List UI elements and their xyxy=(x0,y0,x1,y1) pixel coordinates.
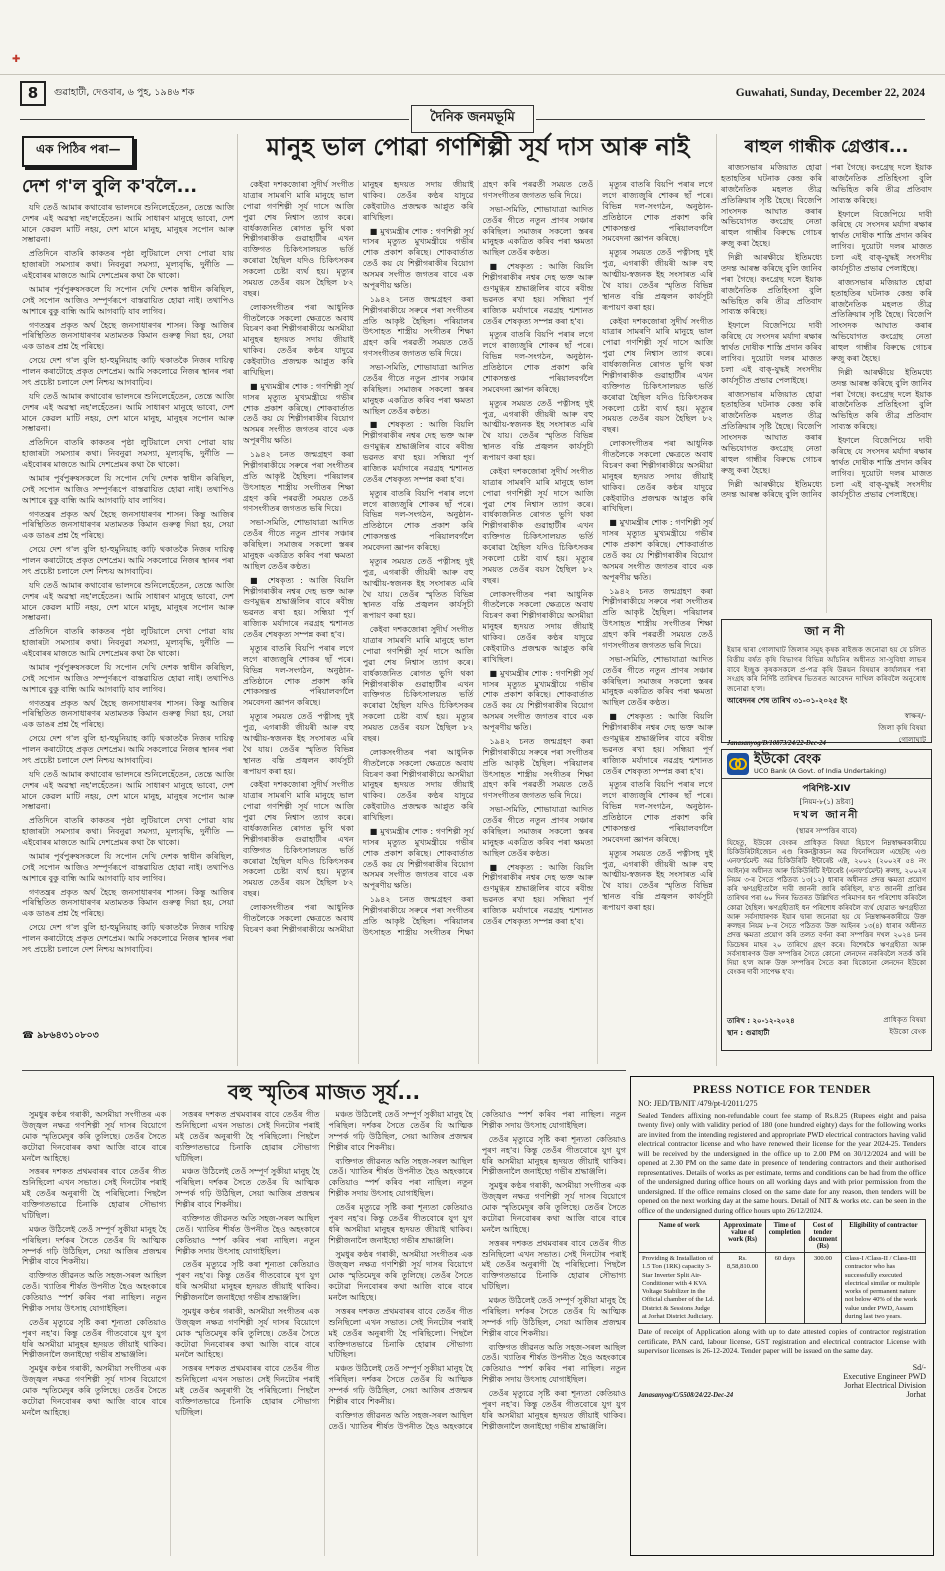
paragraph: মঞ্চত উঠিলেই তেওঁ সম্পূৰ্ণ সুকীয়া মানুহ হৈ পৰিছিল। দৰ্শকৰ সৈতে তেওঁৰ যি আত্মিক সম্পৰ্ক গঢ়ি উঠিছিল, সেয়া আজিৰ প্ৰজন্মৰ শিল্পীৰ বাবে শিকনীয়। xyxy=(328,1110,473,1152)
paragraph: প্ৰতিদিনে বাতৰি কাকতৰ পৃষ্ঠা লুটিয়ালে দেখা পোৱা যায় হাজাৰটা সমস্যাৰ কথা। নিবনুৱা সমস্যা, মূল্যবৃদ্ধি, দুৰ্নীতি — এইবোৰৰ মাজতে আমি দেশপ্ৰেমৰ কথা কৈ থাকো। xyxy=(22,438,234,470)
masthead-row xyxy=(20,107,925,131)
paragraph: মঞ্চত উঠিলেই তেওঁ সম্পূৰ্ণ সুকীয়া মানুহ হৈ পৰিছিল। দৰ্শকৰ সৈতে তেওঁৰ যি আত্মিক সম্পৰ্ক গঢ়ি উঠিছিল, সেয়া আজিৰ প্ৰজন্মৰ শিল্পীৰ বাবে শিকনীয়। xyxy=(22,1224,167,1267)
tender-outro: Date of receipt of Application along with up to date attested copies of contractor registration certificate, PAN card, labour license, GST registration and electrical contractor License with supervisor licenses is 26-12-2024. Tender paper will be issued on the same day. xyxy=(638,1327,926,1355)
signature-block xyxy=(843,1363,926,1399)
bank-name-assamese: ইউকো বেংক xyxy=(754,752,821,768)
paragraph: মৃত্যুৰ বাতৰি বিয়পি পৰাৰ লগে লগে ৰাজ্যজুৰি শোকৰ ছাঁ পৰে। বিভিন্ন দল-সংগঠন, অনুষ্ঠান-প্ৰতিষ্ঠানে শোক প্ৰকাশ কৰি শোকসন্তপ্ত পৰিয়ালবৰ্গলৈ সমবেদনা জ্ঞাপন কৰিছে। xyxy=(243,643,354,708)
paragraph: মঞ্চত উঠিলেই তেওঁ সম্পূৰ্ণ সুকীয়া মানুহ হৈ পৰিছিল। দৰ্শকৰ সৈতে তেওঁৰ যি আত্মিক সম্পৰ্ক গঢ়ি উঠিছিল, সেয়া আজিৰ প্ৰজন্মৰ শিল্পীৰ বাবে শিকনীয়। xyxy=(481,1296,626,1338)
notice-date-place xyxy=(727,1015,795,1039)
paragraph: সত্তৰৰ দশকত প্ৰথমবাৰৰ বাবে তেওঁৰ গীত শুনিছিলো এখন সভাত। সেই দিনটোৰ পৰাই মই তেওঁৰ অনুৰাগী হৈ পৰিছিলো। পিছলৈ ব্যক্তিগতভাৱে চিনাকি হোৱাৰ সৌভাগ্য ঘটিছিল। xyxy=(22,1167,167,1220)
paragraph: গণতন্ত্ৰৰ প্ৰকৃত অৰ্থ হৈছে জনসাধাৰণৰ শাসন। কিন্তু আজিৰ পৰিস্থিতিত জনসাধাৰণৰ মতামতক কিমান গুৰুত্ব দিয়া হয়, সেয়া এক ডাঙৰ প্ৰশ্ন হৈ পৰিছে। xyxy=(22,509,234,541)
paragraph: সেয়ে দেশ গ'ল বুলি হা-হুমুনিয়াহ কাঢ়ি থকাতকৈ নিজৰ দায়িত্ব পালন কৰাটোহে প্ৰকৃত দেশপ্ৰেম। আমি সকলোৱে নিজৰ স্থানৰ পৰা সৎ প্ৰচেষ্টা চলালে দেশ নিশ্চয় আগবাঢ়িব। xyxy=(22,356,234,387)
paragraph: লোকসংগীতৰ পৰা আধুনিক গীতলৈকে সকলো ক্ষেত্ৰতে অবাধ বিচৰণ কৰা শিল্পীগৰাকীয়ে অসমীয়া মানুহৰ হৃদয়ত সদায় জীয়াই থাকিব। তেওঁৰ কণ্ঠৰ যাদুৱে কেইবাটাও প্ৰজন্মক আপ্লুত কৰি ৰাখিছিল। xyxy=(362,747,474,822)
paragraph: সভা-সমিতি, শোভাযাত্ৰা আদিত তেওঁৰ গীতে নতুন প্ৰাণৰ সঞ্চাৰ কৰিছিল। সমাজৰ সকলো স্তৰৰ মানুহক একত্ৰিত কৰিব পৰা ক্ষমতা আছিল তেওঁৰ কণ্ঠত। xyxy=(243,518,354,571)
col-cost: Cost of tender document (Rs) xyxy=(804,1220,841,1253)
paragraph: সুমধুৰ কণ্ঠৰ গৰাকী, অসমীয়া সংগীতৰ এক উজ্জ্বল নক্ষত্ৰ গণশিল্পী সূৰ্য দাসৰ বিয়োগে মোক স্মৃতিমেদুৰ কৰি তুলিছে। তেওঁৰ সৈতে কটোৱা দিনবোৰৰ কথা আজি বাৰে বাৰে মনলৈ আহিছে। xyxy=(328,1249,473,1302)
tender-intro: Sealed Tenders affixing non-refundable court fee stamp of Rs.8.25 (Rupees eight and paisa twenty five) only with validity period of 180 (one hundred eighty) days for the following works are invited from the intending registered and appropriate PWD electrical contractors having valid electrical contractor license and who have renewed their license for the year 2024-25. Tenders will be received by the undersigned in the office up to 2.00 PM on 30/12/2024 and will be opened at 2.30 PM on the same date in presence of tendering contractors and their authorised representatives. Details of works as per estimate, terms and conditions can be had from the office of the undersigned during office hours on all working days and with prior permission from the undersigned. If the office remains closed on the same date for any reason, then tenders will be opened on the next working day at the same hours. Detail of NIT & works etc. can be seen in the office of the undersigned during office hours upto 26/12/2024. xyxy=(638,1111,926,1215)
section-rule xyxy=(22,1070,626,1072)
paragraph: দিল্লী আৰক্ষীয়ে ইতিমধ্যে তদন্ত আৰম্ভ কৰিছে বুলি জানিব পৰা গৈছে। কংগ্ৰেছ দলে ইয়াক ৰাজনৈতিক প্ৰতিহিংসা বুলি অভিহিত কৰি তীব্ৰ প্ৰতিবাদ সাব্যস্ত কৰিছে। xyxy=(721,163,932,500)
paragraph: Jorhat xyxy=(906,1390,926,1400)
bank-tagline: (A Govt. of India Undertaking) xyxy=(788,766,887,775)
paragraph: মৃত্যুৰ সময়ত তেওঁ পত্নীসহ দুই পুত্ৰ, এগৰাকী জীয়ৰী আৰু বহু আত্মীয়-স্বজনক ইহ সংসাৰত এৰি থৈ যায়। তেওঁৰ স্মৃতিত বিভিন্ন স্থানত বন্তি প্ৰজ্বলন কাৰ্যসূচী ৰূপায়ণ কৰা হয়। xyxy=(602,248,713,312)
paragraph: সভা-সমিতি, শোভাযাত্ৰা আদিত তেওঁৰ গীতে নতুন প্ৰাণৰ সঞ্চাৰ কৰিছিল। সমাজৰ সকলো স্তৰৰ মানুহক একত্ৰিত কৰিব পৰা ক্ষমতা আছিল তেওঁৰ কণ্ঠত। xyxy=(482,805,594,858)
masthead-title: দৈনিক জনমভূমি xyxy=(411,105,533,133)
paragraph: Sd/- xyxy=(912,1363,926,1373)
paragraph: ১৯৪২ চনত জন্মগ্ৰহণ কৰা শিল্পীগৰাকীয়ে সৰুৰে পৰা সংগীতৰ প্ৰতি আকৃষ্ট হৈছিল। পৰিয়ালৰ উৎসাহত শাস্ত্ৰীয় সংগীতৰ শিক্ষা গ্ৰহণ কৰি পৰৱৰ্তী সময়ত তেওঁ গণসংগীতৰ জগতত ভৰি দিয়ে। xyxy=(482,736,594,801)
paragraph: দখল জাননী xyxy=(793,809,860,821)
paragraph: ইফালে বিজেপিয়ে দাবী কৰিছে যে সংসদৰ মৰ্যাদা ৰক্ষাৰ স্বাৰ্থত দোষীক শাস্তি প্ৰদান কৰিব লাগিব। দুয়োটা দলৰ মাজত চলা এই বাক্-যুদ্ধই সংসদীয় কাৰ্যসূচীত প্ৰভাৱ পেলাইছে। xyxy=(721,321,822,385)
paragraph: লোকসংগীতৰ পৰা আধুনিক গীতলৈকে সকলো ক্ষেত্ৰতে অবাধ বিচৰণ কৰা শিল্পীগৰাকীয়ে অসমীয়া মানুহৰ হৃদয়ত সদায় জীয়াই থাকিব। তেওঁৰ কণ্ঠৰ যাদুৱে কেইবাটাও প্ৰজন্মক আপ্লুত কৰি ৰাখিছিল। xyxy=(482,589,594,664)
opinion-kicker: এক পিঠিৰ পৰা— xyxy=(22,136,134,167)
paragraph: Jorhat Electrical Division xyxy=(844,1381,926,1391)
paragraph: সুমধুৰ কণ্ঠৰ গৰাকী, অসমীয়া সংগীতৰ এক উজ্জ্বল নক্ষত্ৰ গণশিল্পী সূৰ্য দাসৰ বিয়োগে মোক স্মৃতিমেদুৰ কৰি তুলিছে। তেওঁৰ সৈতে কটোৱা দিনবোৰৰ কথা আজি বাৰে বাৰে মনলৈ আহিছে। xyxy=(481,1181,626,1234)
paragraph: মৃত্যুৰ সময়ত তেওঁ পত্নীসহ দুই পুত্ৰ, এগৰাকী জীয়ৰী আৰু বহু আত্মীয়-স্বজনক ইহ সংসাৰত এৰি থৈ যায়। তেওঁৰ স্মৃতিত বিভিন্ন স্থানত বন্তি প্ৰজ্বলন কাৰ্যসূচী ৰূপায়ণ কৰা হয়। xyxy=(362,556,474,621)
paragraph: কেইবা দশকজোৰা সুদীৰ্ঘ সংগীত যাত্ৰাৰ সামৰণি মাৰি মানুহে ভাল পোৱা গণশিল্পী সূৰ্য দাসে আজি পুৱা শেষ নিশ্বাস ত্যাগ কৰে। বাৰ্ধক্যজনিত ৰোগত ভুগি থকা শিল্পীগৰাকীক গুৱাহাটীৰ এখন ব্যক্তিগত চিকিৎসালয়ত ভৰ্তি কৰোৱা হৈছিল যদিও চিকিৎসকৰ সকলো চেষ্টা ব্যৰ্থ হয়। মৃত্যুৰ সময়ত তেওঁৰ বয়স হৈছিল ৮২ বছৰ। xyxy=(243,180,354,298)
paragraph: তেওঁৰ মৃত্যুৱে সৃষ্টি কৰা শূন্যতা কেতিয়াও পূৰণ নহ'ব। কিন্তু তেওঁৰ গীতবোৰে যুগ যুগ ধৰি অসমীয়া মানুহৰ হৃদয়ত জীয়াই থাকিব। শিল্পীজনালৈ জনাইছো গভীৰ শ্ৰদ্ধাঞ্জলি। xyxy=(175,1260,320,1302)
tender-header-row xyxy=(639,1220,926,1253)
table-row xyxy=(639,1253,926,1324)
paragraph: তেওঁৰ মৃত্যুৱে সৃষ্টি কৰা শূন্যতা কেতিয়াও পূৰণ নহ'ব। কিন্তু তেওঁৰ গীতবোৰে যুগ যুগ ধৰি অসমীয়া মানুহৰ হৃদয়ত জীয়াই থাকিব। শিল্পীজনালৈ জনাইছো গভীৰ শ্ৰদ্ধাঞ্জলি। xyxy=(22,1317,167,1360)
paragraph: মৃত্যুৰ বাতৰি বিয়পি পৰাৰ লগে লগে ৰাজ্যজুৰি শোকৰ ছাঁ পৰে। বিভিন্ন দল-সংগঠন, অনুষ্ঠান-প্ৰতিষ্ঠানে শোক প্ৰকাশ কৰি শোকসন্তপ্ত পৰিয়ালবৰ্গলৈ সমবেদনা জ্ঞাপন কৰিছে। xyxy=(482,330,594,394)
col-time: Time of completion xyxy=(765,1220,804,1253)
column-rule-right xyxy=(716,134,717,1066)
paragraph: ইউকো বেংক xyxy=(889,1027,926,1036)
lead-article xyxy=(243,134,713,1064)
paragraph: দিল্লী আৰক্ষীয়ে ইতিমধ্যে তদন্ত আৰম্ভ কৰিছে বুলি জানিব পৰা গৈছে। কংগ্ৰেছ দলে ইয়াক ৰাজনৈতিক প্ৰতিহিংসা বুলি অভিহিত কৰি তীব্ৰ প্ৰতিবাদ সাব্যস্ত কৰিছে। xyxy=(831,367,932,432)
bank-names xyxy=(754,753,886,775)
contact-phone: ☎ ৯৮৬৪৩১০৮০৩ xyxy=(22,1029,99,1041)
paragraph: প্ৰতিদিনে বাতৰি কাকতৰ পৃষ্ঠা লুটিয়ালে দেখা পোৱা যায় হাজাৰটা সমস্যাৰ কথা। নিবনুৱা সমস্যা, মূল্যবৃদ্ধি, দুৰ্নীতি — এইবোৰৰ মাজতে আমি দেশপ্ৰেমৰ কথা কৈ থাকো। xyxy=(22,816,234,848)
bank-name-english xyxy=(754,767,886,775)
paragraph: আমাৰ পূৰ্বপুৰুষসকলে যি সপোন দেখি দেশক স্বাধীন কৰিছিল, সেই সপোন আজিও সম্পূৰ্ণৰূপে বাস্তৱায়িত হোৱা নাই। তথাপিও আশাৰে বুকু বান্ধি আমি আগবাঢ়ি যাব লাগিব। xyxy=(22,662,234,694)
paragraph: প্ৰতিদিনে বাতৰি কাকতৰ পৃষ্ঠা লুটিয়ালে দেখা পোৱা যায় হাজাৰটা সমস্যাৰ কথা। নিবনুৱা সমস্যা, মূল্যবৃদ্ধি, দুৰ্নীতি — এইবোৰৰ মাজতে আমি দেশপ্ৰেমৰ কথা কৈ থাকো। xyxy=(22,627,234,659)
paragraph: গোলাঘাট xyxy=(898,734,926,744)
public-notice-deadline: আবেদনৰ শেষ তাৰিখ ৩১-০১-২০২৫ ইং xyxy=(727,695,848,705)
paragraph: কেইবা দশকজোৰা সুদীৰ্ঘ সংগীত যাত্ৰাৰ সামৰণি মাৰি মানুহে ভাল পোৱা গণশিল্পী সূৰ্য দাসে আজি পুৱা শেষ নিশ্বাস ত্যাগ কৰে। বাৰ্ধক্যজনিত ৰোগত ভুগি থকা শিল্পীগৰাকীক গুৱাহাটীৰ এখন ব্যক্তিগত চিকিৎসালয়ত ভৰ্তি কৰোৱা হৈছিল যদিও চিকিৎসকৰ সকলো চেষ্টা ব্যৰ্থ হয়। মৃত্যুৰ সময়ত তেওঁৰ বয়স হৈছিল ৮২ বছৰ। xyxy=(602,316,713,435)
right-body xyxy=(721,163,932,613)
right-region xyxy=(721,134,932,1051)
paragraph: প্ৰাধিকৃত বিষয়া xyxy=(883,1015,926,1024)
right-headline: ৰাহুল গান্ধীক গ্ৰেপ্তাৰ... xyxy=(744,137,909,157)
paragraph: ব্যক্তিগত জীৱনত অতি সহজ-সৰল আছিল তেওঁ। খ্যাতিৰ শীৰ্ষত উপনীত হৈও অহংকাৰে কেতিয়াও স্পৰ্শ কৰিব পৰা নাছিল। নতুন শিল্পীক সদায় উৎসাহ যোগাইছিল। xyxy=(175,1213,320,1256)
paragraph: তেওঁৰ মৃত্যুৱে সৃষ্টি কৰা শূন্যতা কেতিয়াও পূৰণ নহ'ব। কিন্তু তেওঁৰ গীতবোৰে যুগ যুগ ধৰি অসমীয়া মানুহৰ হৃদয়ত জীয়াই থাকিব। শিল্পীজনালৈ জনাইছো গভীৰ শ্ৰদ্ধাঞ্জলি। xyxy=(481,1389,626,1431)
opinion-headline: দেশ গ'ল বুলি ক'বলৈ... xyxy=(22,176,198,197)
paragraph: ৰাজ্যসভাৰ মজিয়াত হোৱা হতাহতিৰ ঘটনাক কেন্দ্ৰ কৰি ৰাজনৈতিক মহলত তীব্ৰ প্ৰতিক্ৰিয়াৰ সৃষ্টি হৈছে। বিজেপি সাংসদক আঘাত কৰাৰ অভিযোগত কংগ্ৰেছ নেতা ৰাহুল গান্ধীৰ বিৰুদ্ধে গোচৰ ৰুজু কৰা হৈছে। xyxy=(721,389,822,475)
paragraph: মৃত্যুৰ সময়ত তেওঁ পত্নীসহ দুই পুত্ৰ, এগৰাকী জীয়ৰী আৰু বহু আত্মীয়-স্বজনক ইহ সংসাৰত এৰি থৈ যায়। তেওঁৰ স্মৃতিত বিভিন্ন স্থানত বন্তি প্ৰজ্বলন কাৰ্যসূচী ৰূপায়ণ কৰা হয়। xyxy=(243,712,354,776)
bank-possession-notice xyxy=(721,749,932,1051)
paragraph: ■ মুখ্যমন্ত্ৰীৰ শোক : গণশিল্পী সূৰ্য দাসৰ মৃত্যুত মুখ্যমন্ত্ৰীয়ে গভীৰ শোক প্ৰকাশ কৰিছে। শোকবাৰ্তাত তেওঁ কয় যে শিল্পীগৰাকীৰ বিয়োগ অসমৰ সংগীত জগতৰ বাবে এক অপূৰণীয় ক্ষতি। xyxy=(482,668,594,732)
lead-body xyxy=(243,180,713,1064)
paragraph: ■ মুখ্যমন্ত্ৰীৰ শোক : গণশিল্পী সূৰ্য দাসৰ মৃত্যুত মুখ্যমন্ত্ৰীয়ে গভীৰ শোক প্ৰকাশ কৰিছে। শোকবাৰ্তাত তেওঁ কয় যে শিল্পীগৰাকীৰ বিয়োগ অসমৰ সংগীত জগতৰ বাবে এক অপূৰণীয় ক্ষতি। xyxy=(602,518,713,582)
paragraph: তেওঁৰ মৃত্যুৱে সৃষ্টি কৰা শূন্যতা কেতিয়াও পূৰণ নহ'ব। কিন্তু তেওঁৰ গীতবোৰে যুগ যুগ ধৰি অসমীয়া মানুহৰ হৃদয়ত জীয়াই থাকিব। শিল্পীজনালৈ জনাইছো গভীৰ শ্ৰদ্ধাঞ্জলি। xyxy=(328,1203,473,1245)
paragraph: মঞ্চত উঠিলেই তেওঁ সম্পূৰ্ণ সুকীয়া মানুহ হৈ পৰিছিল। দৰ্শকৰ সৈতে তেওঁৰ যি আত্মিক সম্পৰ্ক গঢ়ি উঠিছিল, সেয়া আজিৰ প্ৰজন্মৰ শিল্পীৰ বাবে শিকনীয়। xyxy=(175,1167,320,1209)
paragraph: ১৯৪২ চনত জন্মগ্ৰহণ কৰা শিল্পীগৰাকীয়ে সৰুৰে পৰা সংগীতৰ প্ৰতি আকৃষ্ট হৈছিল। পৰিয়ালৰ উৎসাহত শাস্ত্ৰীয় সংগীতৰ শিক্ষা গ্ৰহণ কৰি পৰৱৰ্তী সময়ত তেওঁ গণসংগীতৰ জগতত ভৰি দিয়ে। xyxy=(243,450,354,514)
paragraph: দিল্লী আৰক্ষীয়ে ইতিমধ্যে তদন্ত আৰম্ভ কৰিছে বুলি জানিব পৰা গৈছে। কংগ্ৰেছ দলে ইয়াক ৰাজনৈতিক প্ৰতিহিংসা বুলি অভিহিত কৰি তীব্ৰ প্ৰতিবাদ সাব্যস্ত কৰিছে। xyxy=(721,253,822,317)
paragraph: ১৯৪২ চনত জন্মগ্ৰহণ কৰা শিল্পীগৰাকীয়ে সৰুৰে পৰা সংগীতৰ প্ৰতি আকৃষ্ট হৈছিল। পৰিয়ালৰ উৎসাহত শাস্ত্ৰীয় সংগীতৰ শিক্ষা গ্ৰহণ কৰি পৰৱৰ্তী সময়ত তেওঁ গণসংগীতৰ জগতত ভৰি দিয়ে। xyxy=(362,180,594,937)
paragraph: ব্যক্তিগত জীৱনত অতি সহজ-সৰল আছিল তেওঁ। খ্যাতিৰ শীৰ্ষত উপনীত হৈও অহংকাৰে কেতিয়াও স্পৰ্শ কৰিব পৰা নাছিল। নতুন শিল্পীক সদায় উৎসাহ যোগাইছিল। xyxy=(328,1110,626,1431)
paragraph: ■ মুখ্যমন্ত্ৰীৰ শোক : গণশিল্পী সূৰ্য দাসৰ মৃত্যুত মুখ্যমন্ত্ৰীয়ে গভীৰ শোক প্ৰকাশ কৰিছে। শোকবাৰ্তাত তেওঁ কয় যে শিল্পীগৰাকীৰ বিয়োগ অসমৰ সংগীত জগতৰ বাবে এক অপূৰণীয় ক্ষতি। xyxy=(362,226,474,290)
notice-body: যিহেতু, ইউকো বেংকৰ প্ৰাধিকৃত বিষয়া হিচাপে নিম্নস্বাক্ষৰকাৰীয়ে চিকিউৰিটাইজেচন এণ্ড ৰিকনষ্ট্ৰাকচন অৱ ফিনেন্সিয়েল এছেটছ এণ্ড এনফ'ৰ্চমেন্ট অৱ চিকিউৰিটি ইন্টাৰেষ্ট এক্ট, ২০০২ (২০০২ৰ ৫৪ নং আইন)ৰ অধীনত আৰু চিকিউৰিটি ইন্টাৰেষ্ট (এনফ'ৰ্চমেন্ট) ৰুলছ, ২০০২ৰ নিয়ম ৩-ৰ সৈতে পঠিতব্য ১৩(১২) ধাৰাৰ অধীনত প্ৰদত্ত ক্ষমতা প্ৰয়োগ কৰি ঋণগ্ৰহীতালৈ দাবী জাননী জাৰি কৰিছিল, য'ত জাননী প্ৰাপ্তিৰ তাৰিখৰ পৰা ৬০ দিনৰ ভিতৰত উল্লিখিত পৰিমাণৰ ধন পৰিশোধ কৰিবলৈ কোৱা হৈছিল। ঋণগ্ৰহীতাই ধন পৰিশোধ কৰিবলৈ ব্যৰ্থ হোৱাত ঋণগ্ৰহীতা আৰু সৰ্বসাধাৰণক ইয়াৰ দ্বাৰা জনোৱা হয় যে নিম্নস্বাক্ষৰকাৰীয়ে উক্ত ৰুলছৰ নিয়ম ৮-ৰ সৈতে পঠিতব্য উক্ত আইনৰ ১৩(৪) ধাৰাৰ অধীনত প্ৰদত্ত ক্ষমতা প্ৰয়োগ কৰি তলত বৰ্ণনা কৰা সম্পত্তিৰ দখল ২০২৪ চনৰ ডিচেম্বৰ মাহৰ ২০ তাৰিখে গ্ৰহণ কৰে। বিশেষকৈ ঋণগ্ৰহীতা আৰু সৰ্বসাধাৰণক উক্ত সম্পত্তিৰ সৈতে কোনো লেনদেন নকৰিবলৈ সতৰ্ক কৰি দিয়া হ'ল আৰু উক্ত সম্পত্তিৰ সৈতে কৰা যিকোনো লেনদেন ইউকো বেংকৰ দাবী সাপেক্ষ হ'ব। xyxy=(727,839,926,977)
paragraph: ■ শেষকৃত্য : আজি বিয়লি শিল্পীগৰাকীৰ নশ্বৰ দেহ ভক্ত আৰু গুণমুগ্ধৰ শ্ৰদ্ধাঞ্জলিৰ বাবে ৰবীন্দ্ৰ ভৱনত ৰখা হয়। সন্ধিয়া পূৰ্ণ ৰাজ্যিক মৰ্যাদাৰে নৱগ্ৰহ শ্মশানত তেওঁৰ শেষকৃত্য সম্পন্ন কৰা হ'ব। xyxy=(482,862,594,926)
paragraph: সত্তৰৰ দশকত প্ৰথমবাৰৰ বাবে তেওঁৰ গীত শুনিছিলো এখন সভাত। সেই দিনটোৰ পৰাই মই তেওঁৰ অনুৰাগী হৈ পৰিছিলো। পিছলৈ ব্যক্তিগতভাৱে চিনাকি হোৱাৰ সৌভাগ্য ঘটিছিল। xyxy=(328,1306,473,1360)
column-rule-left xyxy=(237,134,238,1066)
paragraph: ■ শেষকৃত্য : আজি বিয়লি শিল্পীগৰাকীৰ নশ্বৰ দেহ ভক্ত আৰু গুণমুগ্ধৰ শ্ৰদ্ধাঞ্জলিৰ বাবে ৰবীন্দ্ৰ ভৱনত ৰখা হয়। সন্ধিয়া পূৰ্ণ ৰাজ্যিক মৰ্যাদাৰে নৱগ্ৰহ শ্মশানত তেওঁৰ শেষকৃত্য সম্পন্ন কৰা হ'ব। xyxy=(243,575,354,639)
notice-titles xyxy=(722,779,931,837)
paragraph: সত্তৰৰ দশকত প্ৰথমবাৰৰ বাবে তেওঁৰ গীত শুনিছিলো এখন সভাত। সেই দিনটোৰ পৰাই মই তেওঁৰ অনুৰাগী হৈ পৰিছিলো। পিছলৈ ব্যক্তিগতভাৱে চিনাকি হোৱাৰ সৌভাগ্য ঘটিছিল। xyxy=(175,1110,320,1163)
col-name-of-work: Name of work xyxy=(639,1220,720,1253)
paragraph: (স্থাৱৰ সম্পত্তিৰ বাবে) xyxy=(796,827,857,835)
paragraph: স্বাক্ষৰ/- xyxy=(904,710,926,720)
paragraph: Executive Engineer PWD xyxy=(843,1372,926,1382)
paragraph: সেয়ে দেশ গ'ল বুলি হা-হুমুনিয়াহ কাঢ়ি থকাতকৈ নিজৰ দায়িত্ব পালন কৰাটোহে প্ৰকৃত দেশপ্ৰেম। আমি সকলোৱে নিজৰ স্থানৰ পৰা সৎ প্ৰচেষ্টা চলালে দেশ নিশ্চয় আগবাঢ়িব। xyxy=(22,545,234,576)
paragraph: গণতন্ত্ৰৰ প্ৰকৃত অৰ্থ হৈছে জনসাধাৰণৰ শাসন। কিন্তু আজিৰ পৰিস্থিতিত জনসাধাৰণৰ মতামতক কিমান গুৰুত্ব দিয়া হয়, সেয়া এক ডাঙৰ প্ৰশ্ন হৈ পৰিছে। xyxy=(22,320,234,352)
paragraph: লোকসংগীতৰ পৰা আধুনিক গীতলৈকে সকলো ক্ষেত্ৰতে অবাধ বিচৰণ কৰা শিল্পীগৰাকীয়ে অসমীয়া মানুহৰ হৃদয়ত সদায় জীয়াই থাকিব। তেওঁৰ কণ্ঠৰ যাদুৱে কেইবাটাও প্ৰজন্মক আপ্লুত কৰি ৰাখিছিল। xyxy=(243,180,474,934)
paragraph: ৰাজ্যসভাৰ মজিয়াত হোৱা হতাহতিৰ ঘটনাক কেন্দ্ৰ কৰি ৰাজনৈতিক মহলত তীব্ৰ প্ৰতিক্ৰিয়াৰ সৃষ্টি হৈছে। বিজেপি সাংসদক আঘাত কৰাৰ অভিযোগত কংগ্ৰেছ নেতা ৰাহুল গান্ধীৰ বিৰুদ্ধে গোচৰ ৰুজু কৰা হৈছে। xyxy=(721,163,822,249)
paragraph: ইফালে বিজেপিয়ে দাবী কৰিছে যে সংসদৰ মৰ্যাদা ৰক্ষাৰ স্বাৰ্থত দোষীক শাস্তি প্ৰদান কৰিব লাগিব। দুয়োটা দলৰ মাজত চলা এই বাক্-যুদ্ধই সংসদীয় কাৰ্যসূচীত প্ৰভাৱ পেলাইছে। xyxy=(831,436,932,500)
paragraph: ইফালে বিজেপিয়ে দাবী কৰিছে যে সংসদৰ মৰ্যাদা ৰক্ষাৰ স্বাৰ্থত দোষীক শাস্তি প্ৰদান কৰিব লাগিব। দুয়োটা দলৰ মাজত চলা এই বাক্-যুদ্ধই সংসদীয় কাৰ্যসূচীত প্ৰভাৱ পেলাইছে। xyxy=(831,209,932,273)
paragraph: সুমধুৰ কণ্ঠৰ গৰাকী, অসমীয়া সংগীতৰ এক উজ্জ্বল নক্ষত্ৰ গণশিল্পী সূৰ্য দাসৰ বিয়োগে মোক স্মৃতিমেদুৰ কৰি তুলিছে। তেওঁৰ সৈতে কটোৱা দিনবোৰৰ কথা আজি বাৰে বাৰে মনলৈ আহিছে। xyxy=(175,1306,320,1360)
bank-header xyxy=(722,750,931,779)
paragraph: সভা-সমিতি, শোভাযাত্ৰা আদিত তেওঁৰ গীতে নতুন প্ৰাণৰ সঞ্চাৰ কৰিছিল। সমাজৰ সকলো স্তৰৰ মানুহক একত্ৰিত কৰিব পৰা ক্ষমতা আছিল তেওঁৰ কণ্ঠত। xyxy=(602,654,713,708)
opinion-body xyxy=(22,203,234,1027)
paragraph: ১৯৪২ চনত জন্মগ্ৰহণ কৰা শিল্পীগৰাকীয়ে সৰুৰে পৰা সংগীতৰ প্ৰতি আকৃষ্ট হৈছিল। পৰিয়ালৰ উৎসাহত শাস্ত্ৰীয় সংগীতৰ শিক্ষা গ্ৰহণ কৰি পৰৱৰ্তী সময়ত তেওঁ গণসংগীতৰ জগতত ভৰি দিয়ে। xyxy=(602,586,713,650)
paragraph: সভা-সমিতি, শোভাযাত্ৰা আদিত তেওঁৰ গীতে নতুন প্ৰাণৰ সঞ্চাৰ কৰিছিল। সমাজৰ সকলো স্তৰৰ মানুহক একত্ৰিত কৰিব পৰা ক্ষমতা আছিল তেওঁৰ কণ্ঠত। xyxy=(482,204,594,258)
date-assamese: গুৱাহাটী, দেওবাৰ, ৬ পুহ, ১৯৪৬ শক xyxy=(54,86,195,98)
top-rule xyxy=(0,74,945,75)
notice-footer xyxy=(722,1015,931,1042)
public-notice-box xyxy=(721,619,932,747)
memory-article xyxy=(22,1078,626,1556)
masthead-rule-left xyxy=(20,119,409,120)
page-header xyxy=(20,80,925,106)
paragraph: সুমধুৰ কণ্ঠৰ গৰাকী, অসমীয়া সংগীতৰ এক উজ্জ্বল নক্ষত্ৰ গণশিল্পী সূৰ্য দাসৰ বিয়োগে মোক স্মৃতিমেদুৰ কৰি তুলিছে। তেওঁৰ সৈতে কটোৱা দিনবোৰৰ কথা আজি বাৰে বাৰে মনলৈ আহিছে। xyxy=(22,1110,167,1163)
public-notice-body: ইয়াৰ দ্বাৰা গোলাঘাট জিলাৰ সমূহ কৃষক ৰাইজক জনোৱা হয় যে চলিত বিত্তীয় বৰ্ষত কৃষি বিভাগৰ বিভিন্ন আঁচনিৰ অধীনত সা-সুবিধা লাভৰ বাবে ইচ্ছুক কৃষকসকলে প্ৰ-পত্ৰ কৃষি উন্নয়ন বিষয়াৰ কাৰ্যালয়ৰ পৰা সংগ্ৰহ কৰি নিৰ্দিষ্ট তাৰিখৰ ভিতৰত আবেদন দাখিল কৰিবলৈ অনুৰোধ জনোৱা হ'ল। xyxy=(727,645,926,694)
tender-table-head xyxy=(639,1220,926,1253)
paragraph: সত্তৰৰ দশকত প্ৰথমবাৰৰ বাবে তেওঁৰ গীত শুনিছিলো এখন সভাত। সেই দিনটোৰ পৰাই মই তেওঁৰ অনুৰাগী হৈ পৰিছিলো। পিছলৈ ব্যক্তিগতভাৱে চিনাকি হোৱাৰ সৌভাগ্য ঘটিছিল। xyxy=(175,1364,320,1417)
public-notice-footer xyxy=(727,711,926,747)
paragraph: ■ মুখ্যমন্ত্ৰীৰ শোক : গণশিল্পী সূৰ্য দাসৰ মৃত্যুত মুখ্যমন্ত্ৰীয়ে গভীৰ শোক প্ৰকাশ কৰিছে। শোকবাৰ্তাত তেওঁ কয় যে শিল্পীগৰাকীৰ বিয়োগ অসমৰ সংগীত জগতৰ বাবে এক অপূৰণীয় ক্ষতি। xyxy=(362,826,474,891)
paragraph: লোকসংগীতৰ পৰা আধুনিক গীতলৈকে সকলো ক্ষেত্ৰতে অবাধ বিচৰণ কৰা শিল্পীগৰাকীয়ে অসমীয়া মানুহৰ হৃদয়ত সদায় জীয়াই থাকিব। তেওঁৰ কণ্ঠৰ যাদুৱে কেইবাটাও প্ৰজন্মক আপ্লুত কৰি ৰাখিছিল। xyxy=(243,302,354,377)
paragraph: কেইবা দশকজোৰা সুদীৰ্ঘ সংগীত যাত্ৰাৰ সামৰণি মাৰি মানুহে ভাল পোৱা গণশিল্পী সূৰ্য দাসে আজি পুৱা শেষ নিশ্বাস ত্যাগ কৰে। বাৰ্ধক্যজনিত ৰোগত ভুগি থকা শিল্পীগৰাকীক গুৱাহাটীৰ এখন ব্যক্তিগত চিকিৎসালয়ত ভৰ্তি কৰোৱা হৈছিল যদিও চিকিৎসকৰ সকলো চেষ্টা ব্যৰ্থ হয়। মৃত্যুৰ সময়ত তেওঁৰ বয়স হৈছিল ৮২ বছৰ। xyxy=(243,780,354,899)
paragraph: পৰিশিষ্ট-XIV xyxy=(802,784,851,794)
notice-date: তাৰিখ : ২০-১২-২০২৪ xyxy=(727,1017,795,1025)
paragraph: আমাৰ পূৰ্বপুৰুষসকলে যি সপোন দেখি দেশক স্বাধীন কৰিছিল, সেই সপোন আজিও সম্পূৰ্ণৰূপে বাস্তৱায়িত হোৱা নাই। তথাপিও আশাৰে বুকু বান্ধি আমি আগবাঢ়ি যাব লাগিব। xyxy=(22,851,234,883)
memory-body xyxy=(22,1110,626,1556)
paragraph: কেইবা দশকজোৰা সুদীৰ্ঘ সংগীত যাত্ৰাৰ সামৰণি মাৰি মানুহে ভাল পোৱা গণশিল্পী সূৰ্য দাসে আজি পুৱা শেষ নিশ্বাস ত্যাগ কৰে। বাৰ্ধক্যজনিত ৰোগত ভুগি থকা শিল্পীগৰাকীক গুৱাহাটীৰ এখন ব্যক্তিগত চিকিৎসালয়ত ভৰ্তি কৰোৱা হৈছিল যদিও চিকিৎসকৰ সকলো চেষ্টা ব্যৰ্থ হয়। মৃত্যুৰ সময়ত তেওঁৰ বয়স হৈছিল ৮২ বছৰ। xyxy=(482,466,594,585)
bank-name-en-text: UCO Bank xyxy=(754,766,787,775)
memory-headline: বহু স্মৃতিৰ মাজত সূৰ্য... xyxy=(227,1080,421,1104)
paragraph: ব্যক্তিগত জীৱনত অতি সহজ-সৰল আছিল তেওঁ। খ্যাতিৰ শীৰ্ষত উপনীত হৈও অহংকাৰে কেতিয়াও স্পৰ্শ কৰিব পৰা নাছিল। নতুন শিল্পীক সদায় উৎসাহ যোগাইছিল। xyxy=(481,1342,626,1385)
paragraph: সুমধুৰ কণ্ঠৰ গৰাকী, অসমীয়া সংগীতৰ এক উজ্জ্বল নক্ষত্ৰ গণশিল্পী সূৰ্য দাসৰ বিয়োগে মোক স্মৃতিমেদুৰ কৰি তুলিছে। তেওঁৰ সৈতে কটোৱা দিনবোৰৰ কথা আজি বাৰে বাৰে মনলৈ আহিছে। xyxy=(22,1364,167,1417)
paragraph: মঞ্চত উঠিলেই তেওঁ সম্পূৰ্ণ সুকীয়া মানুহ হৈ পৰিছিল। দৰ্শকৰ সৈতে তেওঁৰ যি আত্মিক সম্পৰ্ক গঢ়ি উঠিছিল, সেয়া আজিৰ প্ৰজন্মৰ শিল্পীৰ বাবে শিকনীয়। xyxy=(328,1364,473,1406)
paragraph: সত্তৰৰ দশকত প্ৰথমবাৰৰ বাবে তেওঁৰ গীত শুনিছিলো এখন সভাত। সেই দিনটোৰ পৰাই মই তেওঁৰ অনুৰাগী হৈ পৰিছিলো। পিছলৈ ব্যক্তিগতভাৱে চিনাকি হোৱাৰ সৌভাগ্য ঘটিছিল। xyxy=(481,1238,626,1292)
paragraph: গণতন্ত্ৰৰ প্ৰকৃত অৰ্থ হৈছে জনসাধাৰণৰ শাসন। কিন্তু আজিৰ পৰিস্থিতিত জনসাধাৰণৰ মতামতক কিমান গুৰুত্ব দিয়া হয়, সেয়া এক ডাঙৰ প্ৰশ্ন হৈ পৰিছে। xyxy=(22,698,234,730)
page-number: 8 xyxy=(20,81,46,106)
paragraph: মৃত্যুৰ বাতৰি বিয়পি পৰাৰ লগে লগে ৰাজ্যজুৰি শোকৰ ছাঁ পৰে। বিভিন্ন দল-সংগঠন, অনুষ্ঠান-প্ৰতিষ্ঠানে শোক প্ৰকাশ কৰি শোকসন্তপ্ত পৰিয়ালবৰ্গলৈ সমবেদনা জ্ঞাপন কৰিছে। xyxy=(602,180,713,244)
paragraph: ৰাজ্যসভাৰ মজিয়াত হোৱা হতাহতিৰ ঘটনাক কেন্দ্ৰ কৰি ৰাজনৈতিক মহলত তীব্ৰ প্ৰতিক্ৰিয়াৰ সৃষ্টি হৈছে। বিজেপি সাংসদক আঘাত কৰাৰ অভিযোগত কংগ্ৰেছ নেতা ৰাহুল গান্ধীৰ বিৰুদ্ধে গোচৰ ৰুজু কৰা হৈছে। xyxy=(831,277,932,363)
paragraph: যদি তেওঁ আমাৰ কথাবোৰ ভালদৰে শুনিলেহেঁতেন, তেন্তে আজি দেশৰ এই অৱস্থা নহ'লহেঁতেন। আমি সাধাৰণ মানুহে ভাবো, দেশ মানে কেৱল মাটি নহয়, দেশ মানে মানুহ, মানুহৰ সপোন আৰু সম্ভাৱনা। xyxy=(22,202,234,245)
signature-block xyxy=(878,711,926,747)
paragraph: মৃত্যুৰ সময়ত তেওঁ পত্নীসহ দুই পুত্ৰ, এগৰাকী জীয়ৰী আৰু বহু আত্মীয়-স্বজনক ইহ সংসাৰত এৰি থৈ যায়। তেওঁৰ স্মৃতিত বিভিন্ন স্থানত বন্তি প্ৰজ্বলন কাৰ্যসূচী ৰূপায়ণ কৰা হয়। xyxy=(602,848,713,912)
cell-cost: 300.00 xyxy=(804,1253,841,1324)
opinion-article xyxy=(22,136,234,1064)
paragraph: যদি তেওঁ আমাৰ কথাবোৰ ভালদৰে শুনিলেহেঁতেন, তেন্তে আজি দেশৰ এই অৱস্থা নহ'লহেঁতেন। আমি সাধাৰণ মানুহে ভাবো, দেশ মানে কেৱল মাটি নহয়, দেশ মানে মানুহ, মানুহৰ সপোন আৰু সম্ভাৱনা। xyxy=(22,769,234,812)
notice-place: স্থান : গুৱাহাটী xyxy=(727,1029,770,1037)
janasanyog-reference: Janasanyog/C/5508/24/22-Dec-24 xyxy=(638,1392,734,1400)
paragraph: প্ৰতিদিনে বাতৰি কাকতৰ পৃষ্ঠা লুটিয়ালে দেখা পোৱা যায় হাজাৰটা সমস্যাৰ কথা। নিবনুৱা সমস্যা, মূল্যবৃদ্ধি, দুৰ্নীতি — এইবোৰৰ মাজতে আমি দেশপ্ৰেমৰ কথা কৈ থাকো। xyxy=(22,249,234,281)
public-notice-title: জাননী xyxy=(804,624,849,638)
paragraph: যদি তেওঁ আমাৰ কথাবোৰ ভালদৰে শুনিলেহেঁতেন, তেন্তে আজি দেশৰ এই অৱস্থা নহ'লহেঁতেন। আমি সাধাৰণ মানুহে ভাবো, দেশ মানে কেৱল মাটি নহয়, দেশ মানে মানুহ, মানুহৰ সপোন আৰু সম্ভাৱনা। xyxy=(22,580,234,623)
date-english: Guwahati, Sunday, December 22, 2024 xyxy=(735,87,925,99)
paragraph: গণতন্ত্ৰৰ প্ৰকৃত অৰ্থ হৈছে জনসাধাৰণৰ শাসন। কিন্তু আজিৰ পৰিস্থিতিত জনসাধাৰণৰ মতামতক কিমান গুৰুত্ব দিয়া হয়, সেয়া এক ডাঙৰ প্ৰশ্ন হৈ পৰিছে। xyxy=(22,887,234,919)
tender-notice-box xyxy=(630,1076,934,1556)
cell-time: 60 days xyxy=(765,1253,804,1324)
col-eligibility: Eligibility of contractor xyxy=(841,1220,925,1253)
tender-footer xyxy=(638,1363,926,1399)
signature-block xyxy=(883,1015,926,1039)
paragraph: সভা-সমিতি, শোভাযাত্ৰা আদিত তেওঁৰ গীতে নতুন প্ৰাণৰ সঞ্চাৰ কৰিছিল। সমাজৰ সকলো স্তৰৰ মানুহক একত্ৰিত কৰিব পৰা ক্ষমতা আছিল তেওঁৰ কণ্ঠত। xyxy=(362,363,474,416)
masthead-rule-right xyxy=(536,119,925,120)
paragraph: ■ শেষকৃত্য : আজি বিয়লি শিল্পীগৰাকীৰ নশ্বৰ দেহ ভক্ত আৰু গুণমুগ্ধৰ শ্ৰদ্ধাঞ্জলিৰ বাবে ৰবীন্দ্ৰ ভৱনত ৰখা হয়। সন্ধিয়া পূৰ্ণ ৰাজ্যিক মৰ্যাদাৰে নৱগ্ৰহ শ্মশানত তেওঁৰ শেষকৃত্য সম্পন্ন কৰা হ'ব। xyxy=(362,420,474,484)
press-registration-mark: ✚ xyxy=(12,54,21,65)
paragraph: যদি তেওঁ আমাৰ কথাবোৰ ভালদৰে শুনিলেহেঁতেন, তেন্তে আজি দেশৰ এই অৱস্থা নহ'লহেঁতেন। আমি সাধাৰণ মানুহে ভাবো, দেশ মানে কেৱল মাটি নহয়, দেশ মানে মানুহ, মানুহৰ সপোন আৰু সম্ভাৱনা। xyxy=(22,391,234,434)
paragraph: ■ শেষকৃত্য : আজি বিয়লি শিল্পীগৰাকীৰ নশ্বৰ দেহ ভক্ত আৰু গুণমুগ্ধৰ শ্ৰদ্ধাঞ্জলিৰ বাবে ৰবীন্দ্ৰ ভৱনত ৰখা হয়। সন্ধিয়া পূৰ্ণ ৰাজ্যিক মৰ্যাদাৰে নৱগ্ৰহ শ্মশানত তেওঁৰ শেষকৃত্য সম্পন্ন কৰা হ'ব। xyxy=(482,262,594,326)
col-approx-value: Approximate value of work (Rs) xyxy=(720,1220,765,1253)
tender-reference: NO: JED/TB/NIT /479/pt-I/2011/275 xyxy=(638,1099,758,1108)
paragraph: ১৯৪২ চনত জন্মগ্ৰহণ কৰা শিল্পীগৰাকীয়ে সৰুৰে পৰা সংগীতৰ প্ৰতি আকৃষ্ট হৈছিল। পৰিয়ালৰ উৎসাহত শাস্ত্ৰীয় সংগীতৰ শিক্ষা গ্ৰহণ কৰি পৰৱৰ্তী সময়ত তেওঁ গণসংগীতৰ জগতত ভৰি দিয়ে। xyxy=(362,294,474,359)
paragraph: কেইবা দশকজোৰা সুদীৰ্ঘ সংগীত যাত্ৰাৰ সামৰণি মাৰি মানুহে ভাল পোৱা গণশিল্পী সূৰ্য দাসে আজি পুৱা শেষ নিশ্বাস ত্যাগ কৰে। বাৰ্ধক্যজনিত ৰোগত ভুগি থকা শিল্পীগৰাকীক গুৱাহাটীৰ এখন ব্যক্তিগত চিকিৎসালয়ত ভৰ্তি কৰোৱা হৈছিল যদিও চিকিৎসকৰ সকলো চেষ্টা ব্যৰ্থ হয়। মৃত্যুৰ সময়ত তেওঁৰ বয়স হৈছিল ৮২ বছৰ। xyxy=(362,625,474,743)
tender-table-body xyxy=(639,1253,926,1324)
janasanyog-reference: Janasanyog/D/10873/24/22-Dec-24 xyxy=(727,739,826,747)
cell-eligibility: Class-I /Class-II / Class-III contractor who has successfully executed electrical similar or multiple works of permanent nature not below 40% of the work value under PWD, Assam during last two years. xyxy=(841,1253,925,1324)
paragraph: সেয়ে দেশ গ'ল বুলি হা-হুমুনিয়াহ কাঢ়ি থকাতকৈ নিজৰ দায়িত্ব পালন কৰাটোহে প্ৰকৃত দেশপ্ৰেম। আমি সকলোৱে নিজৰ স্থানৰ পৰা সৎ প্ৰচেষ্টা চলালে দেশ নিশ্চয় আগবাঢ়িব। xyxy=(22,734,234,765)
paragraph: আমাৰ পূৰ্বপুৰুষসকলে যি সপোন দেখি দেশক স্বাধীন কৰিছিল, সেই সপোন আজিও সম্পূৰ্ণৰূপে বাস্তৱায়িত হোৱা নাই। তথাপিও আশাৰে বুকু বান্ধি আমি আগবাঢ়ি যাব লাগিব। xyxy=(22,473,234,505)
paragraph: তেওঁৰ মৃত্যুৱে সৃষ্টি কৰা শূন্যতা কেতিয়াও পূৰণ নহ'ব। কিন্তু তেওঁৰ গীতবোৰে যুগ যুগ ধৰি অসমীয়া মানুহৰ হৃদয়ত জীয়াই থাকিব। শিল্পীজনালৈ জনাইছো গভীৰ শ্ৰদ্ধাঞ্জলি। xyxy=(481,1134,626,1177)
paragraph: মৃত্যুৰ সময়ত তেওঁ পত্নীসহ দুই পুত্ৰ, এগৰাকী জীয়ৰী আৰু বহু আত্মীয়-স্বজনক ইহ সংসাৰত এৰি থৈ যায়। তেওঁৰ স্মৃতিত বিভিন্ন স্থানত বন্তি প্ৰজ্বলন কাৰ্যসূচী ৰূপায়ণ কৰা হয়। xyxy=(482,398,594,462)
paragraph: ব্যক্তিগত জীৱনত অতি সহজ-সৰল আছিল তেওঁ। খ্যাতিৰ শীৰ্ষত উপনীত হৈও অহংকাৰে কেতিয়াও স্পৰ্শ কৰিব পৰা নাছিল। নতুন শিল্পীক সদায় উৎসাহ যোগাইছিল। xyxy=(328,1156,473,1199)
paragraph: ■ মুখ্যমন্ত্ৰীৰ শোক : গণশিল্পী সূৰ্য দাসৰ মৃত্যুত মুখ্যমন্ত্ৰীয়ে গভীৰ শোক প্ৰকাশ কৰিছে। শোকবাৰ্তাত তেওঁ কয় যে শিল্পীগৰাকীৰ বিয়োগ অসমৰ সংগীত জগতৰ বাবে এক অপূৰণীয় ক্ষতি। xyxy=(243,381,354,446)
cell-name-of-work: Providing & Installation of 1.5 Ton (1RK) capacity 3-Star Inverter Split Air-Conditioner with 4 KVA Voltage Stabilizer in the Official chamber of the Ld. District & Sessions Judge at Jorhat District Judiciary. xyxy=(639,1253,720,1324)
paragraph: ব্যক্তিগত জীৱনত অতি সহজ-সৰল আছিল তেওঁ। খ্যাতিৰ শীৰ্ষত উপনীত হৈও অহংকাৰে কেতিয়াও স্পৰ্শ কৰিব পৰা নাছিল। নতুন শিল্পীক সদায় উৎসাহ যোগাইছিল। xyxy=(22,1271,167,1313)
paragraph: ■ শেষকৃত্য : আজি বিয়লি শিল্পীগৰাকীৰ নশ্বৰ দেহ ভক্ত আৰু গুণমুগ্ধৰ শ্ৰদ্ধাঞ্জলিৰ বাবে ৰবীন্দ্ৰ ভৱনত ৰখা হয়। সন্ধিয়া পূৰ্ণ ৰাজ্যিক মৰ্যাদাৰে নৱগ্ৰহ শ্মশানত তেওঁৰ শেষকৃত্য সম্পন্ন কৰা হ'ব। xyxy=(602,712,713,776)
paragraph: জিলা কৃষি বিষয়া xyxy=(878,722,926,732)
paragraph: মৃত্যুৰ বাতৰি বিয়পি পৰাৰ লগে লগে ৰাজ্যজুৰি শোকৰ ছাঁ পৰে। বিভিন্ন দল-সংগঠন, অনুষ্ঠান-প্ৰতিষ্ঠানে শোক প্ৰকাশ কৰি শোকসন্তপ্ত পৰিয়ালবৰ্গলৈ সমবেদনা জ্ঞাপন কৰিছে। xyxy=(362,488,474,552)
lead-headline: মানুহ ভাল পোৱা গণশিল্পী সূৰ্য দাস আৰু নাই xyxy=(266,133,690,161)
tender-title: PRESS NOTICE FOR TENDER xyxy=(692,1082,871,1096)
uco-bank-logo-icon xyxy=(727,753,749,775)
paragraph: [নিয়ম-৮(১) দ্ৰষ্টব্য] xyxy=(799,798,854,806)
paragraph: সেয়ে দেশ গ'ল বুলি হা-হুমুনিয়াহ কাঢ়ি থকাতকৈ নিজৰ দায়িত্ব পালন কৰাটোহে প্ৰকৃত দেশপ্ৰেম। আমি সকলোৱে নিজৰ স্থানৰ পৰা সৎ প্ৰচেষ্টা চলালে দেশ নিশ্চয় আগবাঢ়িব। xyxy=(22,923,234,954)
paragraph: মৃত্যুৰ বাতৰি বিয়পি পৰাৰ লগে লগে ৰাজ্যজুৰি শোকৰ ছাঁ পৰে। বিভিন্ন দল-সংগঠন, অনুষ্ঠান-প্ৰতিষ্ঠানে শোক প্ৰকাশ কৰি শোকসন্তপ্ত পৰিয়ালবৰ্গলৈ সমবেদনা জ্ঞাপন কৰিছে। xyxy=(602,780,713,844)
tender-table xyxy=(638,1219,926,1324)
paragraph: লোকসংগীতৰ পৰা আধুনিক গীতলৈকে সকলো ক্ষেত্ৰতে অবাধ বিচৰণ কৰা শিল্পীগৰাকীয়ে অসমীয়া মানুহৰ হৃদয়ত সদায় জীয়াই থাকিব। তেওঁৰ কণ্ঠৰ যাদুৱে কেইবাটাও প্ৰজন্মক আপ্লুত কৰি ৰাখিছিল। xyxy=(602,439,713,514)
paragraph: আমাৰ পূৰ্বপুৰুষসকলে যি সপোন দেখি দেশক স্বাধীন কৰিছিল, সেই সপোন আজিও সম্পূৰ্ণৰূপে বাস্তৱায়িত হোৱা নাই। তথাপিও আশাৰে বুকু বান্ধি আমি আগবাঢ়ি যাব লাগিব। xyxy=(22,284,234,316)
cell-approx-value: Rs. 8,58,810.00 xyxy=(720,1253,765,1324)
